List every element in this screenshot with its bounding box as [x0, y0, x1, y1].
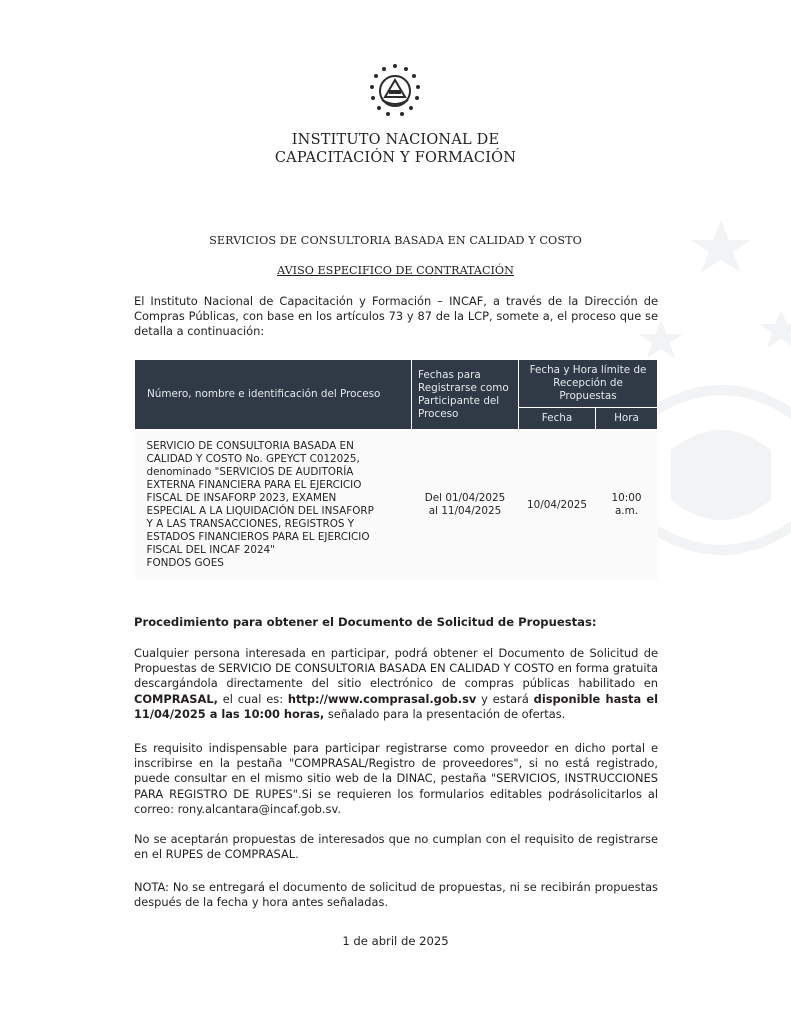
org-name-line2: CAPACITACIÓN Y FORMACIÓN — [274, 150, 517, 166]
procedure-heading: Procedimiento para obtener el Documento de Solicitud de Propuestas: — [134, 615, 597, 629]
header-deadline: Fecha y Hora límite de Recepción de Propuestas — [519, 360, 658, 408]
process-line: Y A LAS TRANSACCIONES, REGISTROS Y — [146, 518, 355, 530]
requirement-paragraph: Es requisito indispensable para participar registrarse como proveedor en dicho portal e inscribirse en la pestaña "COMPRASAL/Registro de proveedores", si no está registrado, puede consultar en el mismo sitio web de la DINAC, pestaña "SERVICIOS, INSTRUCCIONES PARA REGISTRO DE RUPES".Si se requieren los formularios editables podrásolicitarlos al correo: rony.alcantara@incaf.gob.sv. — [134, 741, 658, 816]
header-time: Hora — [596, 408, 658, 430]
table-row — [135, 430, 658, 581]
process-line: ESTADOS FINANCIEROS PARA EL EJERCICIO — [146, 531, 370, 543]
deadline-date: 10/04/2025 — [527, 498, 587, 511]
document-date: 1 de abril de 2025 — [342, 934, 449, 948]
text-span: el cual es: — [217, 691, 288, 706]
comprasal-bold: COMPRASAL, — [134, 691, 218, 706]
intro-paragraph: El Instituto Nacional de Capacitación y Formación – INCAF, a través de la Dirección de Compras Públicas, con base en los artículos 73 y 87 de la LCP, somete a, el proceso que se detalla a continuación: — [134, 294, 658, 339]
org-name-line1: INSTITUTO NACIONAL DE — [291, 132, 500, 148]
document-subtitle: AVISO ESPECIFICO DE CONTRATACIÓN — [277, 264, 514, 277]
process-line: SERVICIO DE CONSULTORIA BASADA EN — [146, 440, 354, 452]
deadline-time: 10:00 a.m. — [611, 492, 642, 517]
header-date: Fecha — [519, 408, 596, 430]
process-line: ESPECIAL A LA LIQUIDACIÓN DEL INSAFORP — [146, 505, 374, 517]
process-line: CALIDAD Y COSTO No. GPEYCT C012025, — [146, 453, 360, 465]
coat-of-arms-seal-icon — [366, 62, 424, 120]
comprasal-link[interactable]: http://www.comprasal.gob.sv — [287, 691, 477, 706]
header-process: Número, nombre e identificación del Proceso — [135, 360, 412, 430]
document-title: SERVICIOS DE CONSULTORIA BASADA EN CALIDAD Y COSTO — [209, 234, 582, 247]
process-line: EXTERNA FINANCIERA PARA EL EJERCICIO — [146, 479, 362, 491]
registration-end: al 11/04/2025 — [428, 505, 502, 517]
text-span: y estará — [476, 691, 534, 706]
availability-deadline: disponible hasta el 11/04/2025 a las 10:00 horas, — [134, 691, 658, 721]
note-paragraph: NOTA: No se entregará el documento de solicitud de propuestas, ni se recibirán propuestas después de la fecha y hora antes señaladas. — [134, 880, 658, 910]
process-line: denominado "SERVICIOS DE AUDITORÍA — [146, 466, 354, 478]
registration-start: Del 01/04/2025 — [424, 492, 506, 504]
text-span: Cualquier persona interesada en participar, podrá obtener el Documento de Solicitud de Propuestas de SERVICIO DE CONSULTORIA BASADA EN CALIDAD Y COSTO en forma gratuita descargándola directamente del sitio electrónico de compras públicas habilitado en — [134, 646, 658, 691]
process-table — [134, 359, 658, 580]
no-accept-paragraph: No se aceptarán propuestas de interesados que no cumplan con el requisito de registrarse en el RUPES de COMPRASAL. — [134, 832, 658, 862]
text-span: señalado para la presentación de ofertas. — [324, 706, 566, 721]
registration-dates — [412, 430, 519, 581]
process-description — [135, 430, 412, 581]
procedure-paragraph — [134, 646, 658, 722]
header-registration: Fechas para Registrarse como Participante del Proceso — [412, 360, 519, 430]
process-line: FISCAL DE INSAFORP 2023, EXAMEN — [146, 492, 337, 504]
process-line: FONDOS GOES — [146, 557, 224, 569]
process-line: FISCAL DEL INCAF 2024" — [146, 544, 275, 556]
